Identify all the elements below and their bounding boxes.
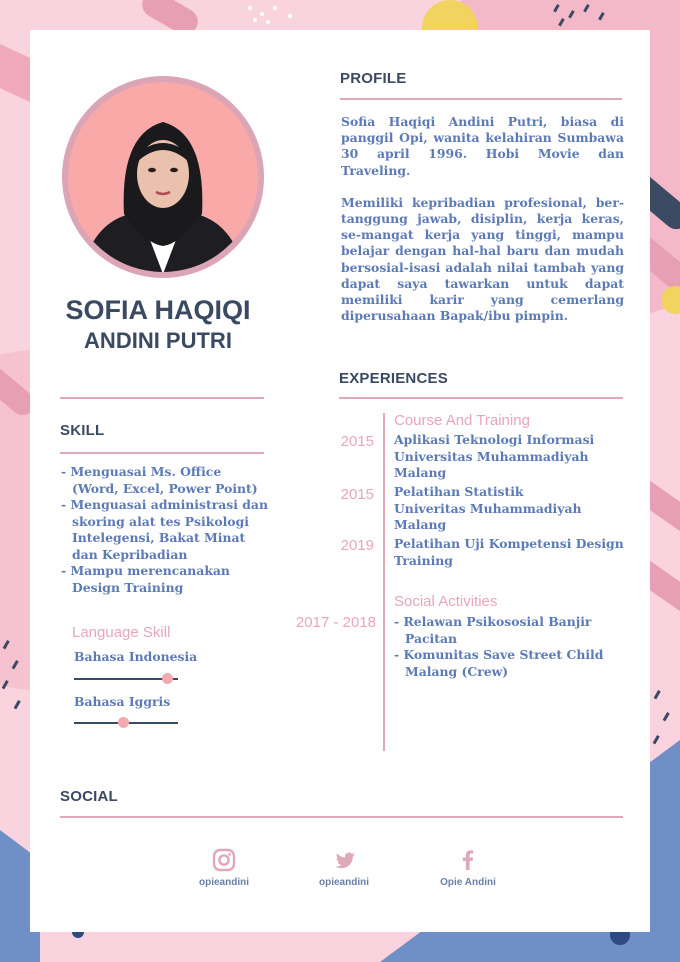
language-level-knob-1: [162, 673, 173, 684]
course-item-2: [394, 484, 634, 534]
course-item-3: [394, 536, 634, 569]
profile-paragraph-2: Memiliki kepribadian profesional, ber-tanggung jawab, disiplin, kerja keras, se-mangat kerja yang tinggi, mampu belajar dengan hal-hal baru dan mudah bersosial-isasi adalah nilai tambah yang dapat saya tawarkan untuk dapat memiliki karir yang cemerlang diperusahaan Bapak/ibu pimpin.: [341, 194, 624, 324]
social-activities-list: [394, 614, 604, 680]
name-line-1: SOFIA HAQIQI: [65, 295, 251, 325]
social-activity-item: - Relawan Psikososial Banjir Pacitan: [394, 614, 592, 646]
social-heading: SOCIAL: [60, 788, 118, 805]
social-divider: [60, 816, 623, 818]
language-level-knob-2: [118, 717, 129, 728]
course-heading: Course And Training: [394, 412, 530, 429]
social-activity-item: - Komunitas Save Street Child Malang (Crew): [394, 647, 604, 679]
language-name-2: Bahasa Iggris: [74, 694, 171, 709]
skill-list: [61, 464, 271, 596]
profile-photo: [60, 74, 266, 280]
course-item-1: [394, 432, 634, 482]
course-item-2-line-1: Pelatihan Statistik: [394, 484, 524, 499]
course-item-1-line-1: Aplikasi Teknologi Informasi: [394, 432, 595, 447]
facebook-icon[interactable]: [454, 846, 482, 874]
twitter-handle[interactable]: opieandini: [319, 877, 369, 888]
profile-heading: PROFILE: [340, 70, 407, 87]
instagram-handle[interactable]: opieandini: [199, 877, 249, 888]
course-item-2-line-2: Univeritas Muhammadiyah Malang: [394, 500, 582, 532]
skill-item: - Menguasai administrasi dan skoring alat tes Psikologi Intelegensi, Bakat Minat dan Kepribadian: [61, 497, 268, 562]
social-activities-year: 2017 - 2018: [295, 614, 376, 631]
skill-item: - Menguasai Ms. Office (Word, Excel, Power Point): [61, 464, 258, 496]
instagram-icon[interactable]: [210, 846, 238, 874]
language-skill-heading: Language Skill: [72, 624, 171, 641]
facebook-handle[interactable]: Opie Andini: [440, 877, 496, 888]
skill-heading: SKILL: [60, 422, 105, 439]
course-year-2: 2015: [340, 486, 374, 503]
skill-top-divider: [60, 397, 264, 399]
profile-paragraph-1: Sofia Haqiqi Andini Putri, biasa di panggil Opi, wanita kelahiran Sumbawa 30 april 1996. Hobi Movie dan Traveling.: [341, 114, 624, 178]
experiences-divider: [339, 397, 623, 399]
skill-item: - Mampu merencanakan Design Training: [61, 563, 230, 595]
course-item-3-line-2: Training: [394, 552, 453, 568]
course-year-1: 2015: [340, 433, 374, 450]
profile-divider: [340, 98, 622, 100]
language-name-1: Bahasa Indonesia: [74, 649, 198, 664]
social-activities-heading: Social Activities: [394, 593, 498, 610]
resume-card: [30, 30, 650, 932]
skill-divider: [60, 452, 264, 454]
course-item-3-line-1: Pelatihan Uji Kompetensi Design: [394, 536, 624, 551]
experiences-heading: EXPERIENCES: [339, 370, 448, 387]
profile-text: [341, 114, 624, 340]
name-line-2: ANDINI PUTRI: [84, 328, 232, 353]
course-item-1-line-2: Universitas Muhammadiyah Malang: [394, 448, 589, 480]
twitter-icon[interactable]: [331, 846, 359, 874]
timeline-line: [383, 413, 385, 751]
course-year-3: 2019: [340, 537, 374, 554]
